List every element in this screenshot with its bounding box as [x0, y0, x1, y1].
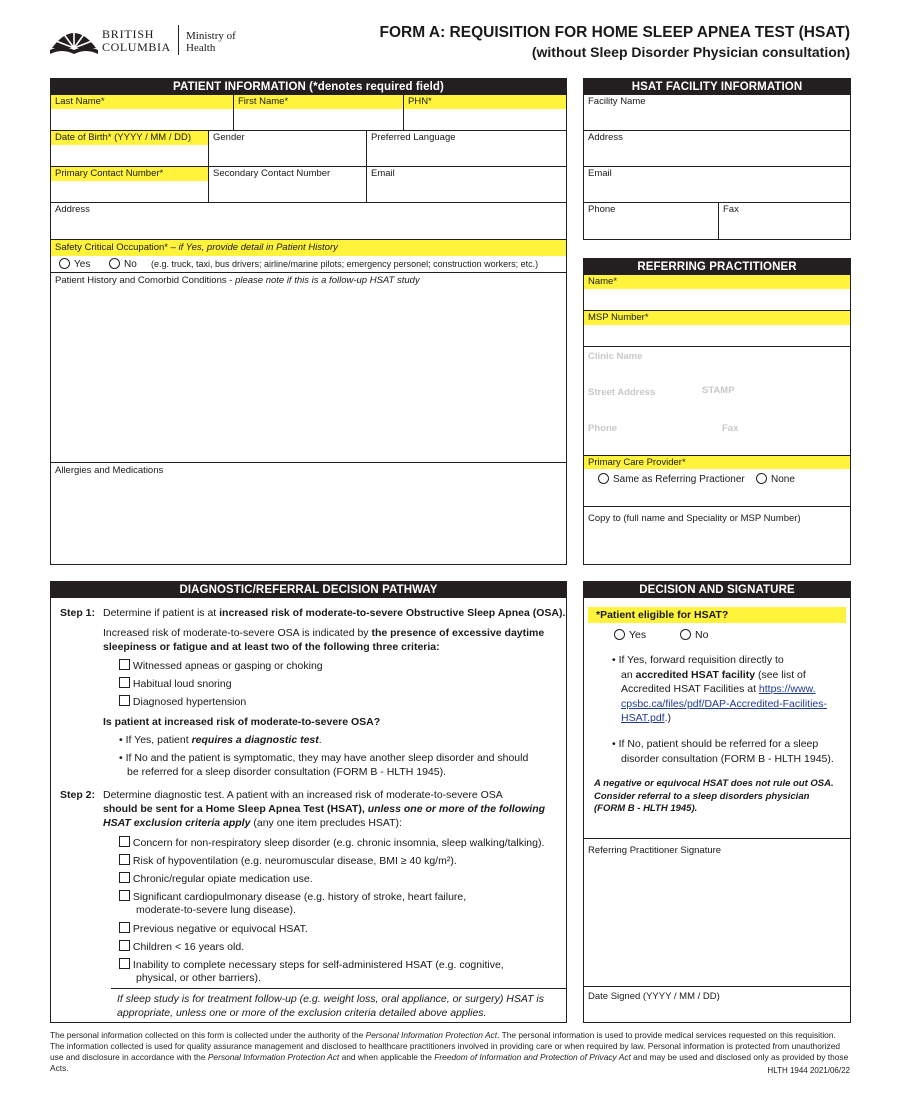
primary-contact-field[interactable]	[51, 167, 209, 203]
exclusion-checkbox[interactable]	[119, 922, 130, 933]
exclusion-checkbox[interactable]	[119, 854, 130, 865]
first-name-label: First Name*	[238, 96, 289, 107]
facility-email-label: Email	[588, 168, 612, 179]
phn-field[interactable]	[404, 109, 566, 131]
date-signed-label: Date Signed (YYYY / MM / DD)	[588, 991, 720, 1002]
eligible-yes-instruction-1: If Yes, forward requisition directly to	[618, 654, 784, 666]
eligible-yes-instruction-3: Accredited HSAT Facilities at	[621, 683, 759, 695]
dob-field[interactable]	[51, 131, 209, 167]
criteria-checkbox[interactable]	[119, 695, 130, 706]
facility-information-header: HSAT FACILITY INFORMATION	[584, 79, 850, 95]
patient-information-header: PATIENT INFORMATION (*denotes required field)	[51, 79, 566, 95]
safety-yes-option[interactable]: Yes	[59, 258, 90, 270]
last-name-label: Last Name*	[55, 96, 105, 107]
criteria-witnessed-apneas[interactable]: Witnessed apneas or gasping or choking	[119, 659, 323, 672]
sun-mountain-logo-icon	[50, 24, 98, 56]
date-signed-field[interactable]	[584, 986, 850, 1022]
stamp-area[interactable]	[584, 347, 850, 455]
primary-care-none-option[interactable]: None	[756, 473, 795, 485]
facility-phone-field[interactable]	[584, 203, 719, 239]
last-name-field[interactable]	[51, 109, 234, 131]
safety-yes-radio[interactable]	[59, 258, 70, 269]
secondary-contact-label: Secondary Contact Number	[213, 168, 331, 179]
practitioner-phone-label: Phone	[588, 423, 618, 434]
logo-text-british: BRITISH	[102, 27, 155, 41]
if-yes-emphasis: requires a diagnostic test	[191, 734, 319, 746]
eligible-question: *Patient eligible for HSAT?	[596, 609, 729, 621]
patient-email-field[interactable]	[367, 167, 566, 203]
patient-address-field[interactable]	[51, 203, 566, 240]
step2-line-2-emphasis: unless one or more of the following	[367, 803, 546, 815]
practitioner-name-label: Name*	[588, 276, 618, 287]
exclusion-children[interactable]: Children < 16 years old.	[119, 940, 244, 953]
negative-hsat-note-1: A negative or equivocal HSAT does not rule out OSA.	[594, 778, 834, 789]
primary-contact-label: Primary Contact Number*	[55, 168, 164, 179]
eligible-no-option[interactable]: No	[680, 629, 708, 641]
facility-information-panel	[583, 78, 851, 240]
eligible-no-instruction-1: If No, patient should be referred for a sleep	[618, 738, 819, 750]
risk-question: Is patient at increased risk of moderate-to-severe OSA?	[103, 716, 381, 728]
accredited-facility-text: accredited HSAT facility	[635, 668, 756, 681]
criteria-checkbox[interactable]	[119, 677, 130, 688]
criteria-hypertension[interactable]: Diagnosed hypertension	[119, 695, 246, 708]
step2-line-3: (any one item precludes HSAT):	[250, 817, 402, 829]
if-no-text-2: be referred for a sleep disorder consultation (FORM B - HLTH 1945).	[127, 766, 447, 778]
negative-hsat-note-2: Consider referral to a sleep disorders physician	[594, 790, 810, 802]
preferred-language-field[interactable]	[367, 131, 566, 167]
facility-phone-label: Phone	[588, 204, 616, 215]
gender-label: Gender	[213, 132, 245, 143]
logo-text-columbia: COLUMBIA	[102, 40, 171, 54]
exclusion-checkbox[interactable]	[119, 940, 130, 951]
logo-divider	[178, 25, 179, 55]
first-name-field[interactable]	[234, 109, 404, 131]
exclusion-inability[interactable]: Inability to complete necessary steps for self-administered HSAT (e.g. cognitive,	[119, 958, 504, 971]
facility-address-field[interactable]	[584, 131, 850, 167]
followup-note-2: appropriate, unless one or more of the exclusion criteria detailed above applies.	[117, 1007, 487, 1019]
logo-ministry-1: Ministry of	[186, 30, 236, 42]
form-title-line2: (without Sleep Disorder Physician consultation)	[531, 44, 850, 60]
patient-history-field[interactable]	[51, 273, 566, 463]
exclusion-checkbox[interactable]	[119, 836, 130, 847]
safety-no-radio[interactable]	[109, 258, 120, 269]
allergies-field[interactable]	[51, 463, 566, 564]
facility-fax-label: Fax	[723, 204, 739, 215]
exclusion-opiate[interactable]: Chronic/regular opiate medication use.	[119, 872, 313, 885]
msp-number-field[interactable]	[584, 325, 850, 347]
practitioner-fax-label: Fax	[722, 423, 739, 434]
step1-intro: Determine if patient is at	[103, 607, 220, 619]
signature-field[interactable]	[584, 838, 850, 986]
signature-label: Referring Practitioner Signature	[588, 845, 722, 856]
criteria-loud-snoring[interactable]: Habitual loud snoring	[119, 677, 232, 690]
eligible-no-radio[interactable]	[680, 629, 691, 640]
patient-address-label: Address	[55, 204, 90, 215]
patient-history-note: please note if this is a follow-up HSAT study	[235, 275, 420, 286]
exclusion-checkbox[interactable]	[119, 872, 130, 883]
same-as-referring-option[interactable]: Same as Referring Practioner	[598, 473, 745, 485]
referring-practitioner-panel	[583, 258, 851, 565]
logo-ministry-2: Health	[186, 42, 216, 54]
primary-care-none-radio[interactable]	[756, 473, 767, 484]
eligible-yes-instruction-2: an	[621, 668, 636, 681]
exclusion-inability-cont: physical, or other barriers).	[136, 972, 261, 984]
secondary-contact-field[interactable]	[209, 167, 367, 203]
safety-examples-text: (e.g. truck, taxi, bus drivers; airline/marine pilots; emergency personel; construction workers; etc.)	[151, 259, 539, 269]
exclusion-checkbox[interactable]	[119, 958, 130, 969]
primary-care-label: Primary Care Provider*	[588, 457, 686, 468]
decision-signature-panel: DECISION AND SIGNATURE *Patient eligible for HSAT? Yes No • If Yes, forward requisition directly to an accredited HSAT facility (see list of Accredited HSAT Facilities at https://www. cpsbc.ca/files/pdf/DAP-Accredited-Facilities- HSAT.pdf.) • If No, patient should be referred for a sleep disorder consultation (FORM B - HLTH 1945). A negative or equivocal HSAT does not rule out OSA. Consider referral to a sleep disorders physician (FORM B - HLTH 1945). Referring Practitioner Signature Date Signed (YYYY / MM / DD)	[583, 581, 851, 1023]
step2-line-1: Determine diagnostic test. A patient with an increased risk of moderate-to-severe OSA	[103, 789, 503, 801]
exclusion-checkbox[interactable]	[119, 890, 130, 901]
step2-line-2: should be sent for a Home Sleep Apnea Test (HSAT),	[103, 803, 368, 815]
phn-label: PHN*	[408, 96, 432, 107]
followup-divider	[111, 988, 566, 989]
dob-label: Date of Birth* (YYYY / MM / DD)	[55, 132, 192, 143]
facility-fax-field[interactable]	[719, 203, 850, 239]
criteria-checkbox[interactable]	[119, 659, 130, 670]
facility-address-label: Address	[588, 132, 623, 143]
same-as-referring-radio[interactable]	[598, 473, 609, 484]
eligible-yes-option[interactable]: Yes	[614, 629, 646, 641]
step1-emphasis: increased risk of moderate-to-severe Obstructive Sleep Apnea (OSA).	[219, 607, 566, 619]
facility-email-field[interactable]	[584, 167, 850, 203]
gender-field[interactable]	[209, 131, 367, 167]
safety-critical-label: Safety Critical Occupation*	[55, 242, 168, 253]
referring-practitioner-header: REFERRING PRACTITIONER	[584, 259, 850, 275]
accredited-facilities-link-3[interactable]: HSAT.pdf	[621, 712, 665, 724]
decision-pathway-panel: DIAGNOSTIC/REFERRAL DECISION PATHWAY Step 1: Determine if patient is at increased risk of moderate-to-severe Obstructive Sleep Apnea (OSA). Increased risk of moderate-to-severe OSA is indicated by the presence of excessive daytime sleepiness or fatigue and at least two of the following three criteria: Witnessed apneas or gasping or choking Habitual loud snoring Diagnosed hypertension Is patient at increased risk of moderate-to-severe OSA? • If Yes, patient requires a diagnostic test. • If No and the patient is symptomatic, they may have another sleep disorder and should be referred for a sleep disorder consultation (FORM B - HLTH 1945). Step 2: Determine diagnostic test. A patient with an increased risk of moderate-to-severe OSA should be sent for a Home Sleep Apnea Test (HSAT), unless one or more of the following HSAT exclusion criteria apply (any one item precludes HSAT): Concern for non-respiratory sleep disorder (e.g. chronic insomnia, sleep walking/talking). Risk of hypoventilation (e.g. neuromuscular disease, BMI ≥ 40 kg/m²). Chronic/regular opiate medication use. Significant cardiopulmonary disease (e.g. history of stroke, heart failure, moderate-to-severe lung disease). Previous negative or equivocal HSAT. Children < 16 years old. Inability to complete necessary steps for self-administered HSAT (e.g. cognitive, physical, or other barriers). If sleep study is for treatment follow-up (e.g. weight loss, oral appliance, or surgery) HSAT is appropriate, unless one or more of the exclusion criteria detailed above applies.	[50, 581, 567, 1023]
exclusion-previous-hsat[interactable]: Previous negative or equivocal HSAT.	[119, 922, 308, 935]
safety-no-option[interactable]: No	[109, 258, 137, 270]
safety-critical-note: – if Yes, provide detail in Patient History	[168, 242, 338, 253]
exclusion-cardiopulmonary[interactable]: Significant cardiopulmonary disease (e.g. history of stroke, heart failure,	[119, 890, 466, 903]
step2-line-3-emphasis: HSAT exclusion criteria apply	[103, 817, 251, 829]
step2-label: Step 2:	[60, 789, 96, 801]
preferred-language-label: Preferred Language	[371, 132, 456, 143]
step1-para-1-bold: the presence of excessive daytime	[371, 627, 545, 639]
eligible-no-instruction-2: disorder consultation (FORM B - HLTH 1945).	[621, 752, 834, 765]
bc-logo	[50, 22, 250, 58]
copy-to-label: Copy to (full name and Speciality or MSP Number)	[588, 513, 801, 524]
exclusion-hypoventilation[interactable]: Risk of hypoventilation (e.g. neuromuscular disease, BMI ≥ 40 kg/m²).	[119, 854, 457, 867]
patient-email-label: Email	[371, 168, 395, 179]
followup-note-1: If sleep study is for treatment follow-up (e.g. weight loss, oral appliance, or surgery) HSAT is	[117, 993, 544, 1005]
clinic-name-label: Clinic Name	[588, 351, 643, 362]
exclusion-cardiopulmonary-cont: moderate-to-severe lung disease).	[136, 904, 296, 916]
step1-para-1: Increased risk of moderate-to-severe OSA is indicated by	[103, 627, 372, 639]
patient-history-label: Patient History and Comorbid Conditions -	[55, 275, 236, 286]
msp-number-label: MSP Number*	[588, 312, 649, 323]
practitioner-name-field[interactable]	[584, 289, 850, 311]
if-yes-text: If Yes, patient	[125, 734, 192, 746]
step1-label: Step 1:	[60, 607, 96, 619]
facility-name-field[interactable]	[584, 95, 850, 131]
allergies-label: Allergies and Medications	[55, 465, 164, 476]
patient-information-panel	[50, 78, 567, 565]
form-id: HLTH 1944 2021/06/22	[767, 1066, 850, 1075]
facility-name-label: Facility Name	[588, 96, 646, 107]
decision-signature-header: DECISION AND SIGNATURE	[584, 582, 850, 598]
eligible-yes-radio[interactable]	[614, 629, 625, 640]
accredited-facilities-link[interactable]: https://www.	[758, 683, 816, 695]
form-title	[380, 24, 850, 60]
negative-hsat-note-3: (FORM B - HLTH 1945).	[594, 803, 698, 814]
exclusion-non-respiratory[interactable]: Concern for non-respiratory sleep disorder (e.g. chronic insomnia, sleep walking/talking).	[119, 836, 544, 849]
if-no-text-1: If No and the patient is symptomatic, they may have another sleep disorder and should	[125, 752, 529, 764]
privacy-notice: The personal information collected on this form is collected under the authority of the Personal Information Protection Act. The personal information is used to provide medical services requested on this requisition. The information collected is used for quality assurance management and disclosed to healthcare practitioners involved in providing care or when required by law. Personal information is protected from unauthorized use and disclosure in accordance with the Personal Information Protection Act and when applicable the Freedom of Information and Protection of Privacy Act and may be used and disclosed only as provided by those Acts.	[50, 1030, 849, 1073]
copy-to-field[interactable]	[584, 507, 850, 564]
step1-para-2: sleepiness or fatigue and at least two of the following three criteria:	[103, 641, 440, 653]
accredited-facilities-link-2[interactable]: cpsbc.ca/files/pdf/DAP-Accredited-Facilities-	[621, 697, 827, 710]
form-title-line1: FORM A: REQUISITION FOR HOME SLEEP APNEA TEST (HSAT)	[379, 24, 850, 41]
decision-pathway-header: DIAGNOSTIC/REFERRAL DECISION PATHWAY	[51, 582, 566, 598]
stamp-label: STAMP	[702, 385, 735, 396]
street-address-label: Street Address	[588, 387, 656, 398]
